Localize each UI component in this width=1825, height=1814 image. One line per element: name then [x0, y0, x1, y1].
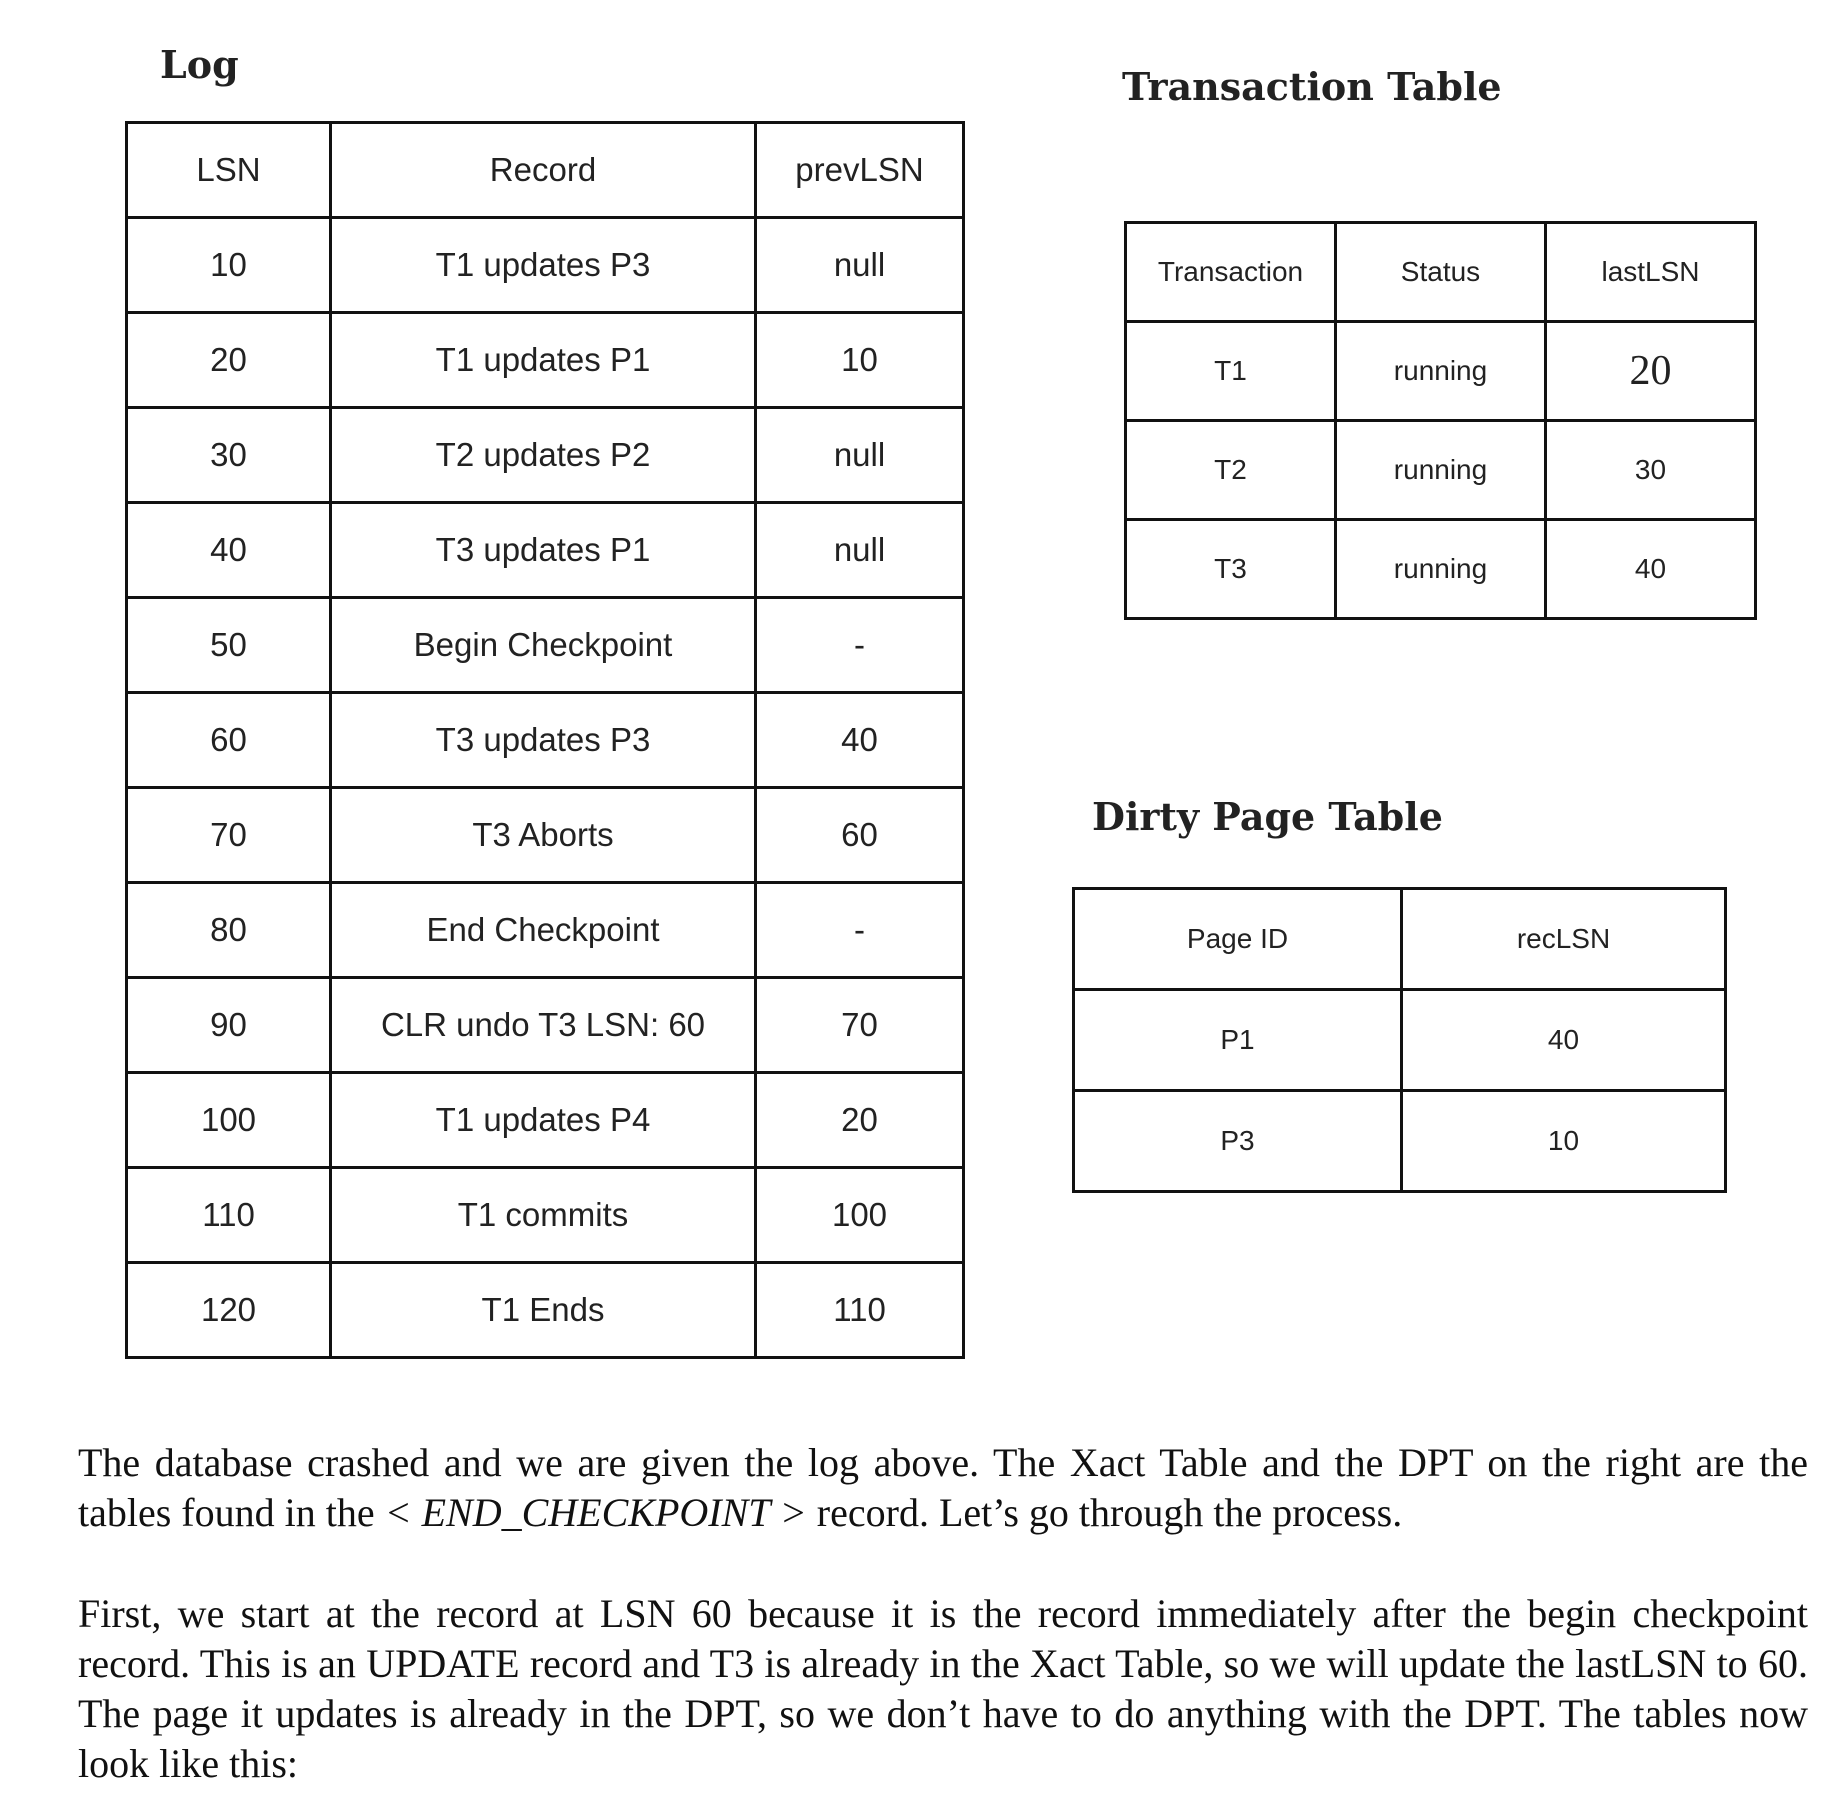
record-cell: T1 updates P3 — [331, 218, 756, 313]
prevlsn-cell: - — [756, 598, 964, 693]
record-cell: T1 updates P1 — [331, 313, 756, 408]
prevlsn-cell: 110 — [756, 1263, 964, 1358]
log-col-lsn: LSN — [127, 123, 331, 218]
lsn-cell: 100 — [127, 1073, 331, 1168]
lsn-cell: 30 — [127, 408, 331, 503]
xact-header-row — [1126, 223, 1756, 322]
lsn-cell: 90 — [127, 978, 331, 1073]
lsn-cell: 20 — [127, 313, 331, 408]
xact-col-transaction: Transaction — [1126, 223, 1336, 322]
transaction-cell: T3 — [1126, 520, 1336, 619]
record-cell: Begin Checkpoint — [331, 598, 756, 693]
dirty-page-table — [1072, 887, 1727, 1193]
explanation-paragraph: First, we start at the record at LSN 60 because it is the record immediately after the begin checkpoint record. This is an UPDATE record and T3 is already in the Xact Table, so we will update the lastLSN to 60. The page it updates is already in the DPT, so we don’t have to do anything with the DPT. The tables now look like this: — [78, 1591, 1808, 1786]
reclsn-cell: 40 — [1402, 990, 1726, 1091]
table-row — [127, 408, 964, 503]
lsn-cell: 50 — [127, 598, 331, 693]
prevlsn-cell: 10 — [756, 313, 964, 408]
log-col-record: Record — [331, 123, 756, 218]
xact-col-lastlsn: lastLSN — [1546, 223, 1756, 322]
prevlsn-cell: - — [756, 883, 964, 978]
intro-text-end: record. Let’s go through the process. — [816, 1490, 1403, 1535]
transaction-table — [1124, 221, 1757, 620]
record-cell: T1 updates P4 — [331, 1073, 756, 1168]
table-row — [127, 693, 964, 788]
table-row — [127, 598, 964, 693]
page-id-cell: P1 — [1074, 990, 1402, 1091]
lsn-cell: 120 — [127, 1263, 331, 1358]
status-cell: running — [1336, 520, 1546, 619]
log-table — [125, 121, 965, 1359]
lsn-cell: 10 — [127, 218, 331, 313]
transaction-table-heading: Transaction Table — [1122, 64, 1502, 109]
table-row — [127, 218, 964, 313]
intro-paragraph — [78, 1438, 1808, 1538]
table-row — [1126, 520, 1756, 619]
end-checkpoint-term: < END_CHECKPOINT > — [384, 1490, 807, 1535]
prevlsn-cell: null — [756, 503, 964, 598]
table-row — [127, 313, 964, 408]
dpt-col-page-id: Page ID — [1074, 889, 1402, 990]
dpt-col-reclsn: recLSN — [1402, 889, 1726, 990]
log-heading: Log — [160, 42, 239, 87]
dirty-page-table-heading: Dirty Page Table — [1092, 794, 1443, 839]
page-id-cell: P3 — [1074, 1091, 1402, 1192]
prevlsn-cell: 60 — [756, 788, 964, 883]
table-row — [127, 1263, 964, 1358]
reclsn-cell: 10 — [1402, 1091, 1726, 1192]
lsn-cell: 70 — [127, 788, 331, 883]
table-row — [1126, 421, 1756, 520]
lastlsn-cell: 40 — [1546, 520, 1756, 619]
record-cell: T1 Ends — [331, 1263, 756, 1358]
table-row — [1126, 322, 1756, 421]
status-cell: running — [1336, 322, 1546, 421]
xact-col-status: Status — [1336, 223, 1546, 322]
table-row — [127, 1168, 964, 1263]
lsn-cell: 110 — [127, 1168, 331, 1263]
prevlsn-cell: 70 — [756, 978, 964, 1073]
prevlsn-cell: 20 — [756, 1073, 964, 1168]
table-row — [127, 978, 964, 1073]
record-cell: T3 updates P1 — [331, 503, 756, 598]
log-col-prevlsn: prevLSN — [756, 123, 964, 218]
lsn-cell: 40 — [127, 503, 331, 598]
record-cell: T3 updates P3 — [331, 693, 756, 788]
prevlsn-cell: null — [756, 408, 964, 503]
lastlsn-cell: 30 — [1546, 421, 1756, 520]
table-row — [127, 503, 964, 598]
table-row — [1074, 990, 1726, 1091]
table-row — [127, 1073, 964, 1168]
prevlsn-cell: null — [756, 218, 964, 313]
lsn-cell: 60 — [127, 693, 331, 788]
prevlsn-cell: 100 — [756, 1168, 964, 1263]
prevlsn-cell: 40 — [756, 693, 964, 788]
table-row — [127, 883, 964, 978]
log-header-row — [127, 123, 964, 218]
transaction-cell: T2 — [1126, 421, 1336, 520]
lsn-cell: 80 — [127, 883, 331, 978]
dpt-header-row — [1074, 889, 1726, 990]
table-row — [1074, 1091, 1726, 1192]
transaction-cell: T1 — [1126, 322, 1336, 421]
table-row — [127, 788, 964, 883]
record-cell: T2 updates P2 — [331, 408, 756, 503]
record-cell: T1 commits — [331, 1168, 756, 1263]
intro-text-start: The database crashed and we are given the log above. The Xact Table and the DPT on the right are the tables found in the — [78, 1440, 1808, 1535]
record-cell: T3 Aborts — [331, 788, 756, 883]
record-cell: CLR undo T3 LSN: 60 — [331, 978, 756, 1073]
record-cell: End Checkpoint — [331, 883, 756, 978]
lastlsn-cell: 20 — [1546, 322, 1756, 421]
status-cell: running — [1336, 421, 1546, 520]
